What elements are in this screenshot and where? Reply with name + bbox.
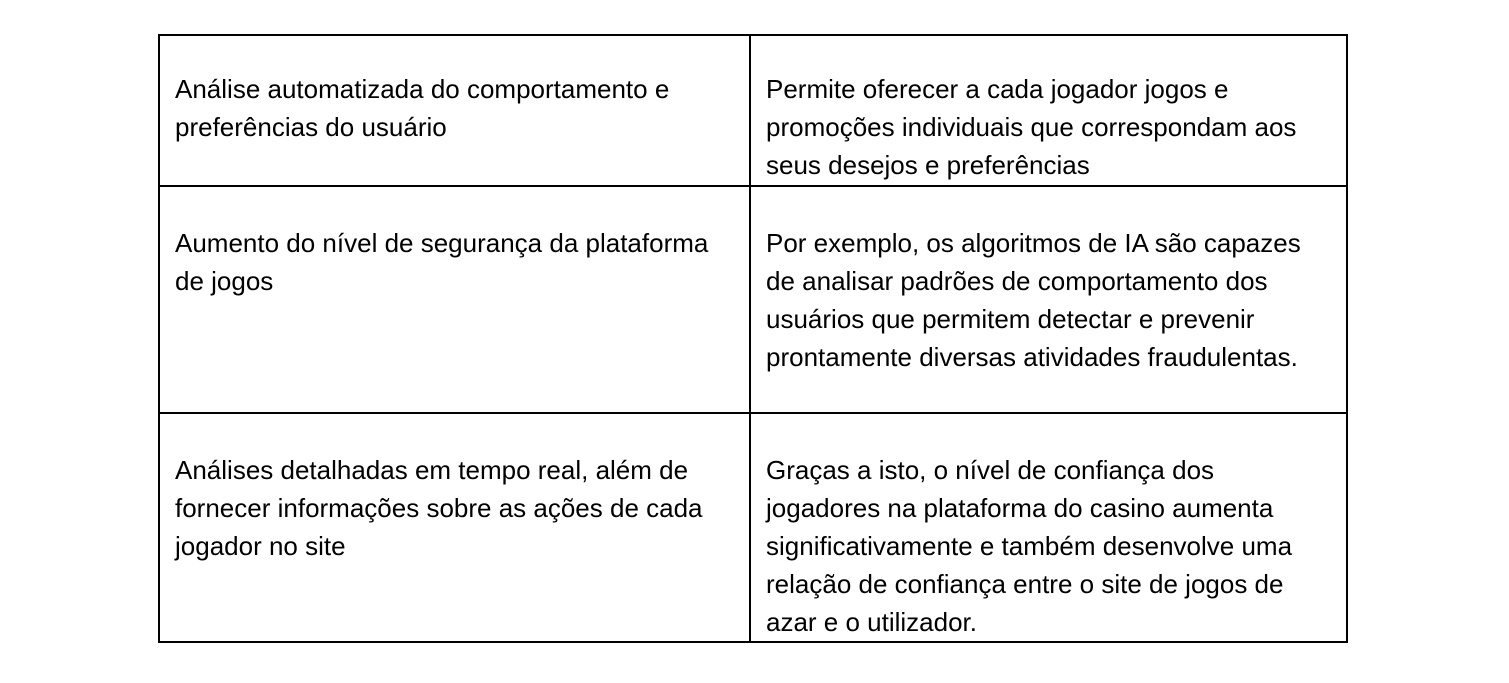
- feature-cell: [159, 186, 750, 413]
- table-row: [159, 35, 1347, 186]
- description-cell: [750, 413, 1347, 642]
- table-row: [159, 413, 1347, 642]
- description-cell: [750, 35, 1347, 186]
- feature-text: Análise automatizada do comportamento e preferências do usuário: [175, 74, 670, 142]
- table-row: [159, 186, 1347, 413]
- feature-text: Aumento do nível de segurança da plataforma de jogos: [175, 228, 709, 296]
- feature-cell: [159, 35, 750, 186]
- features-table: [158, 34, 1348, 643]
- description-text: Por exemplo, os algoritmos de IA são capazes de analisar padrões de comportamento dos usuários que permitem detectar e prevenir prontamente diversas atividades fraudulentas.: [766, 228, 1301, 372]
- feature-cell: [159, 413, 750, 642]
- description-text: Graças a isto, o nível de confiança dos jogadores na plataforma do casino aumenta significativamente e também desenvolve uma relação de confiança entre o site de jogos de azar e o utilizador.: [766, 455, 1293, 637]
- description-text: Permite oferecer a cada jogador jogos e promoções individuais que correspondam aos seus desejos e preferências: [766, 74, 1297, 180]
- description-cell: [750, 186, 1347, 413]
- feature-text: Análises detalhadas em tempo real, além de fornecer informações sobre as ações de cada jogador no site: [175, 455, 703, 561]
